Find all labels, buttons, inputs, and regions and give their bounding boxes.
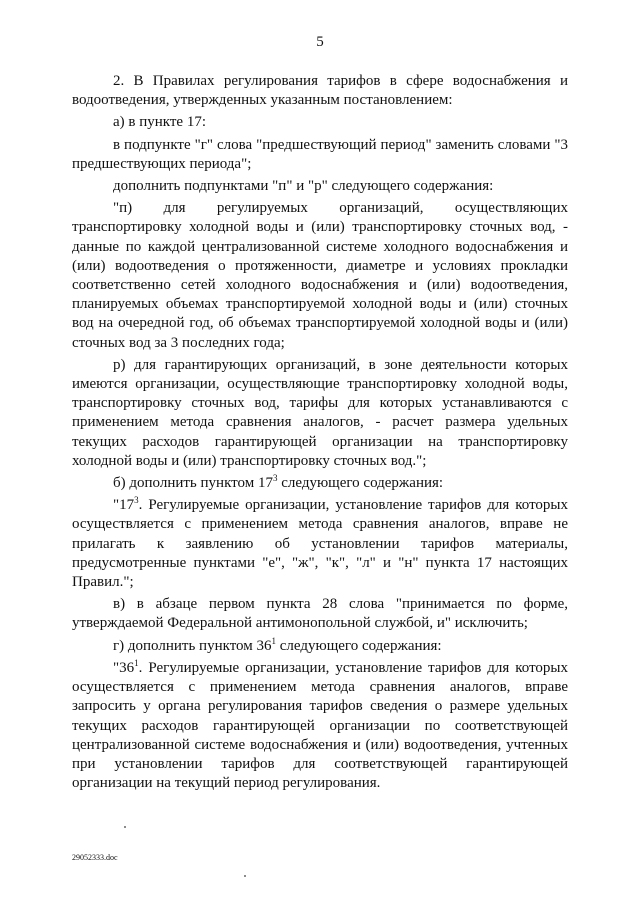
paragraph-text: дополнить подпунктами "п" и "р" следующего содержания: [113, 178, 494, 195]
paragraph-text: а) в пункте 17: [113, 114, 207, 131]
superscript: 1 [271, 635, 277, 646]
paragraph-17-3 [72, 496, 568, 592]
paragraph-v [72, 595, 568, 633]
paragraph-text: 2. В Правилах регулирования тарифов в сфере водоснабжения и водоотведения, утвержденных указанным постановлением: [72, 73, 568, 109]
paragraph-b [72, 474, 568, 493]
paragraph-text: "17 [113, 497, 135, 514]
paragraph-text-cont: следующего содержания: [276, 637, 442, 654]
paragraph-subpoint-g [72, 136, 568, 174]
paragraph-text: в подпункте "г" слова "предшествующий период" заменить словами "3 предшествующих периода"; [72, 136, 568, 172]
paragraph-2 [72, 72, 568, 110]
paragraph-text-cont: . Регулируемые организации, установление тарифов для которых осуществляется с применением метода сравнения аналогов, вправе запросить у органа регулирования тарифов сведения о размере удельных текущих расходов гарантирующей организации по соответствующей централизованной системе водоснабжения и (или) водоотведения, учтенных при установлении тарифов для соответствующей гарантирующей организации на текущий период регулирования. [72, 659, 568, 792]
paragraph-subpoint-r [72, 356, 568, 471]
paragraph-text: р) для гарантирующих организаций, в зоне деятельности которых имеются организации, осуществляющие транспортировку холодной воды, транспортировку сточных вод, тарифы для которых устанавливаются с применением метода сравнения аналогов, - расчет размера удельных текущих расходов гарантирующей организации на транспортировку холодной воды и (или) транспортировку сточных вод."; [72, 356, 568, 469]
scan-speck [244, 875, 246, 877]
superscript: 3 [134, 495, 139, 506]
paragraph-text-cont: следующего содержания: [277, 475, 444, 492]
paragraph-text: "36 [113, 659, 135, 676]
paragraph-add-subpoints [72, 177, 568, 196]
document-body [72, 72, 568, 796]
page-number: 5 [316, 34, 324, 50]
paragraph-g [72, 637, 568, 656]
paragraph-text: "п) для регулируемых организаций, осуществляющих транспортировку холодной воды и (или) транспортировку сточных вод, - данные по каждой централизованной системе холодного водоснабжения и (или) водоотведения о протяженности, диаметре и условиях прокладки соответственно сетей холодного водоснабжения и (или) водоотведения, планируемых объемах транспортируемой холодной воды и (или) сточных вод на очередной год, об объемах транспортируемой холодной воды и (или) сточных вод за 3 последних года; [72, 200, 568, 351]
paragraph-a [72, 113, 568, 132]
superscript: 1 [134, 657, 139, 668]
paragraph-text: в) в абзаце первом пункта 28 слова "принимается по форме, утверждаемой Федеральной антимонопольной службой, и" исключить; [72, 596, 568, 632]
paragraph-text: б) дополнить пунктом 17 [113, 475, 273, 492]
paragraph-text: г) дополнить пунктом 36 [113, 637, 272, 654]
paragraph-subpoint-p [72, 199, 568, 353]
footer-filename: 29052333.doc [72, 853, 118, 862]
paragraph-text-cont: . Регулируемые организации, установление тарифов для которых осуществляется с применением метода сравнения аналогов, вправе не прилагать к заявлению об установлении тарифов материалы, предусмотренные пунктами "е", "ж", "к", "л" и "н" пункта 17 настоящих Правил."; [72, 497, 568, 591]
superscript: 3 [272, 473, 278, 484]
paragraph-36-1 [72, 659, 568, 793]
scan-speck [124, 826, 126, 828]
